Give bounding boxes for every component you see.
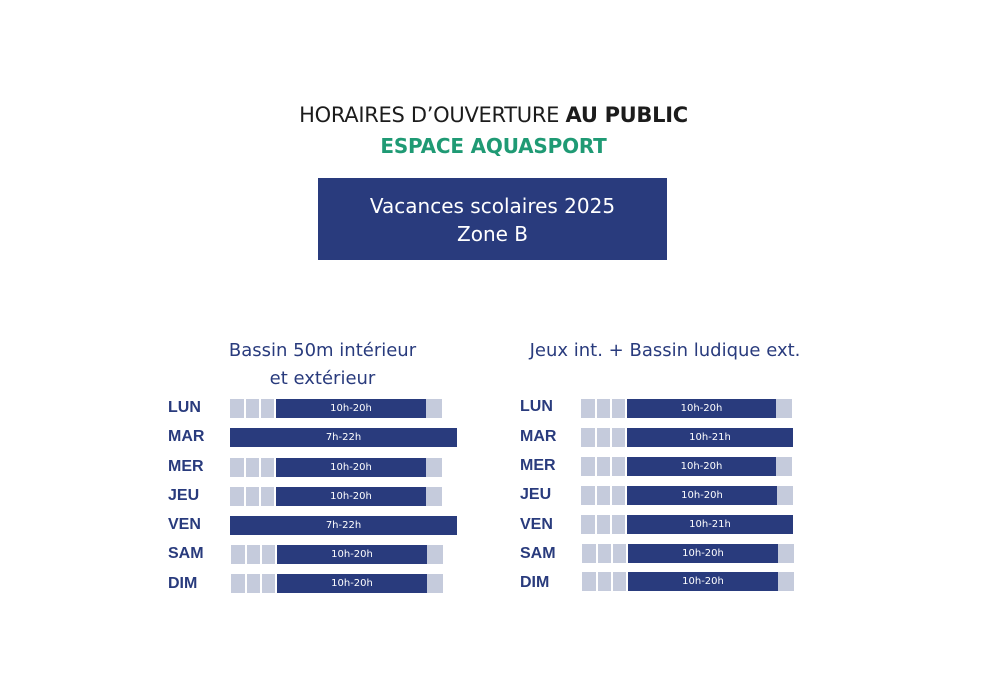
opening-hours-bar: 10h-20h: [628, 544, 778, 563]
opening-hours-bar: 10h-21h: [627, 515, 793, 534]
closed-slot: [776, 399, 792, 418]
closed-slot: [246, 458, 261, 477]
opening-hours-bar: 10h-20h: [627, 486, 777, 505]
hours-track: [581, 457, 792, 476]
title-regular: HORAIRES D’OUVERTURE: [299, 103, 566, 127]
closed-slot: [261, 487, 276, 506]
closed-slot: [427, 574, 443, 593]
hours-track: [230, 428, 457, 447]
closed-slot: [230, 399, 246, 418]
title-bold: AU PUBLIC: [565, 103, 688, 127]
closed-slot: [261, 458, 276, 477]
banner-zone: Zone B: [457, 222, 528, 246]
hours-track: [581, 428, 793, 447]
opening-hours-bar: 7h-22h: [230, 428, 457, 447]
day-label: MER: [168, 458, 204, 475]
hours-track: [581, 486, 793, 505]
closed-slot: [581, 515, 597, 534]
hours-track: [581, 515, 793, 534]
hours-track: [230, 487, 442, 506]
opening-hours-bar: 10h-20h: [276, 399, 426, 418]
closed-slot: [597, 457, 612, 476]
banner-period: Vacances scolaires 2025: [369, 194, 616, 218]
opening-hours-bar: 10h-21h: [627, 428, 793, 447]
hours-track: [581, 399, 792, 418]
day-label: SAM: [168, 545, 204, 562]
closed-slot: [776, 457, 792, 476]
opening-hours-bar: 10h-20h: [276, 458, 426, 477]
closed-slot: [426, 399, 442, 418]
closed-slot: [612, 515, 627, 534]
day-label: LUN: [168, 399, 201, 416]
day-label: SAM: [520, 545, 556, 562]
closed-slot: [247, 545, 262, 564]
page-title: [0, 103, 987, 127]
opening-hours-bar: 10h-20h: [627, 399, 776, 418]
hours-track: [231, 545, 443, 564]
closed-slot: [247, 574, 262, 593]
closed-slot: [597, 399, 612, 418]
closed-slot: [778, 544, 794, 563]
hours-track: [230, 516, 457, 535]
closed-slot: [581, 457, 597, 476]
opening-hours-bar: 7h-22h: [230, 516, 457, 535]
closed-slot: [598, 572, 613, 591]
opening-hours-bar: 10h-20h: [627, 457, 776, 476]
opening-hours-bar: 10h-20h: [276, 487, 426, 506]
section-title-jeux: [510, 337, 820, 365]
hours-track: [230, 458, 442, 477]
closed-slot: [262, 545, 277, 564]
hours-track: [230, 399, 442, 418]
closed-slot: [231, 545, 247, 564]
day-label: MER: [520, 457, 556, 474]
closed-slot: [613, 572, 628, 591]
day-label: MAR: [520, 428, 557, 445]
section-title-line2: et extérieur: [269, 368, 376, 389]
opening-hours-bar: 10h-20h: [277, 545, 427, 564]
closed-slot: [427, 545, 443, 564]
closed-slot: [581, 428, 597, 447]
hours-track: [582, 544, 794, 563]
day-label: DIM: [520, 574, 550, 591]
closed-slot: [613, 544, 628, 563]
closed-slot: [778, 572, 794, 591]
period-banner: [318, 178, 667, 260]
closed-slot: [612, 428, 627, 447]
closed-slot: [426, 487, 442, 506]
day-label: JEU: [520, 486, 552, 503]
closed-slot: [246, 487, 261, 506]
closed-slot: [582, 572, 598, 591]
closed-slot: [777, 486, 793, 505]
closed-slot: [581, 399, 597, 418]
closed-slot: [230, 458, 246, 477]
page-subtitle: ESPACE AQUASPORT: [380, 134, 607, 158]
closed-slot: [597, 515, 612, 534]
hours-track: [231, 574, 443, 593]
closed-slot: [612, 457, 627, 476]
closed-slot: [597, 486, 612, 505]
closed-slot: [230, 487, 246, 506]
opening-hours-bar: 10h-20h: [277, 574, 427, 593]
section-title-bassin-50m: [200, 337, 445, 393]
day-label: VEN: [168, 516, 201, 533]
closed-slot: [582, 544, 598, 563]
hours-track: [582, 572, 794, 591]
section-title-line1: Jeux int. + Bassin ludique ext.: [529, 340, 801, 361]
day-label: JEU: [168, 487, 200, 504]
day-label: DIM: [168, 575, 198, 592]
closed-slot: [581, 486, 597, 505]
closed-slot: [612, 399, 627, 418]
closed-slot: [246, 399, 261, 418]
day-label: MAR: [168, 428, 205, 445]
closed-slot: [598, 544, 613, 563]
closed-slot: [261, 399, 276, 418]
closed-slot: [231, 574, 247, 593]
closed-slot: [426, 458, 442, 477]
day-label: LUN: [520, 398, 553, 415]
section-title-line1: Bassin 50m intérieur: [228, 340, 417, 361]
closed-slot: [612, 486, 627, 505]
closed-slot: [262, 574, 277, 593]
closed-slot: [597, 428, 612, 447]
day-label: VEN: [520, 516, 553, 533]
opening-hours-bar: 10h-20h: [628, 572, 778, 591]
